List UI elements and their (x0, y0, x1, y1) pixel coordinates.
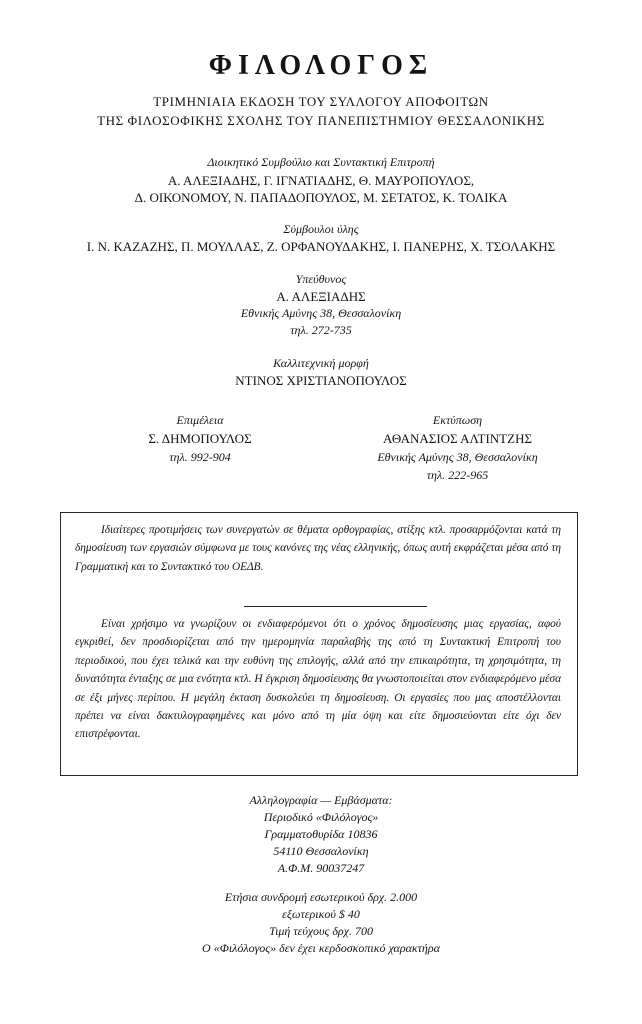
correspondence-line-2: Γραμματοθυρίδα 10836 (264, 827, 378, 841)
responsible-name: Α. ΑΛΕΞΙΑΔΗΣ (276, 289, 366, 304)
editing-block (90, 413, 310, 465)
journal-title: ΦΙΛΟΛΟΓΟΣ (208, 50, 434, 81)
art-name: ΝΤΙΝΟΣ ΧΡΙΣΤΙΑΝΟΠΟΥΛΟΣ (235, 373, 407, 388)
notice-paragraph-2: Είναι χρήσιμο να γνωρίζουν οι ενδιαφερόμενοι ότι ο χρόνος δημοσίευσης μιας εργασίας, αφού εγκριθεί, δεν προσδιορίζεται από την ημερομηνία παραλαβής της από τη Συντακτική Επιτροπή του περιοδικού, που έχει τελικά και την ευθύνη της επιλογής, αλλά από την επικαιρότητα, τη χρησιμότητα, τη δυνατότητα ένταξης σε μια ενότητα κτλ. Η έγκριση δημοσίευσης θα γνωστοποιείται στον ενδιαφερόμενο μέσα σε έξι μήνες περίπου. Η μεγάλη έκταση δυσκολεύει τη δημοσίευση. Οι εργασίες που μας αποστέλλονται πρέπει να είναι δακτυλογραφημένες και μόνο από τη μία όψη και είτε δημοσιεύονται είτε όχι δεν επιστρέφονται. (75, 618, 561, 741)
art-heading: Καλλιτεχνική μορφή (273, 356, 369, 370)
subscription-line-2: εξωτερικού $ 40 (282, 907, 360, 921)
board-members-line-1: Α. ΑΛΕΞΙΑΔΗΣ, Γ. ΙΓΝΑΤΙΑΔΗΣ, Θ. ΜΑΥΡΟΠΟΥΛΟΣ, (167, 173, 475, 188)
printing-name: ΑΘΑΝΑΣΙΟΣ ΑΛΤΙΝΤΖΗΣ (382, 431, 533, 446)
printing-phone: τηλ. 222-965 (426, 468, 489, 482)
printing-address: Εθνικής Αμύνης 38, Θεσσαλονίκη (377, 450, 538, 464)
board-members-line-2: Δ. ΟΙΚΟΝΟΜΟΥ, Ν. ΠΑΠΑΔΟΠΟΥΛΟΣ, Μ. ΣΕΤΑΤΟΣ, Κ. ΤΟΛΙΚΑ (134, 190, 508, 205)
correspondence-line-1: Περιοδικό «Φιλόλογος» (263, 810, 379, 824)
subscription-line-1: Ετήσια συνδρομή εσωτερικού δρχ. 2.000 (224, 890, 418, 904)
subtitle-line-2: ΤΗΣ ΦΙΛΟΣΟΦΙΚΗΣ ΣΧΟΛΗΣ ΤΟΥ ΠΑΝΕΠΙΣΤΗΜΙΟΥ ΘΕΣΣΑΛΟΝΙΚΗΣ (97, 113, 545, 128)
notice-paragraph-1: Ιδιαίτερες προτιμήσεις των συνεργατών σε θέματα ορθογραφίας, στίξης κτλ. προσαρμόζονται κατά τη δημοσίευση των εργασιών σύμφωνα με τους κανόνες της νέας ελληνικής, όπως αυτή εκφράζεται μέσα από τη Γραμματική και το Συντακτικό του ΟΕΔΒ. (75, 524, 561, 573)
printing-heading: Εκτύπωση (432, 413, 483, 427)
editing-heading: Επιμέλεια (176, 413, 224, 427)
responsible-address: Εθνικής Αμύνης 38, Θεσσαλονίκη (240, 306, 402, 320)
correspondence-line-3: 54110 Θεσσαλονίκη (273, 844, 369, 858)
editing-phone: τηλ. 992-904 (169, 450, 231, 464)
correspondence-heading: Αλληλογραφία — Εμβάσματα: (249, 793, 393, 807)
subscription-line-3: Τιμή τεύχους δρχ. 700 (269, 924, 373, 938)
editing-name: Σ. ΔΗΜΟΠΟΥΛΟΣ (148, 431, 252, 446)
board-heading: Διοικητικό Συμβούλιο και Συντακτική Επιτροπή (207, 155, 435, 169)
notice-box (60, 512, 578, 776)
advisors-heading: Σύμβουλοι ύλης (283, 222, 359, 236)
notice-divider (244, 606, 427, 607)
printing-block (340, 413, 575, 483)
advisors-members: Ι. Ν. ΚΑΖΑΖΗΣ, Π. ΜΟΥΛΛΑΣ, Ζ. ΟΡΦΑΝΟΥΔΑΚΗΣ, Ι. ΠΑΝΕΡΗΣ, Χ. ΤΣΟΛΑΚΗΣ (86, 239, 556, 254)
responsible-heading: Υπεύθυνος (295, 272, 347, 286)
responsible-phone: τηλ. 272-735 (290, 323, 352, 337)
correspondence-line-4: Α.Φ.Μ. 90037247 (277, 861, 365, 875)
subscription-line-4: Ο «Φιλόλογος» δεν έχει κερδοσκοπικό χαρακτήρα (202, 941, 440, 955)
subtitle-line-1: ΤΡΙΜΗΝΙΑΙΑ ΕΚΔΟΣΗ ΤΟΥ ΣΥΛΛΟΓΟΥ ΑΠΟΦΟΙΤΩΝ (153, 94, 489, 109)
